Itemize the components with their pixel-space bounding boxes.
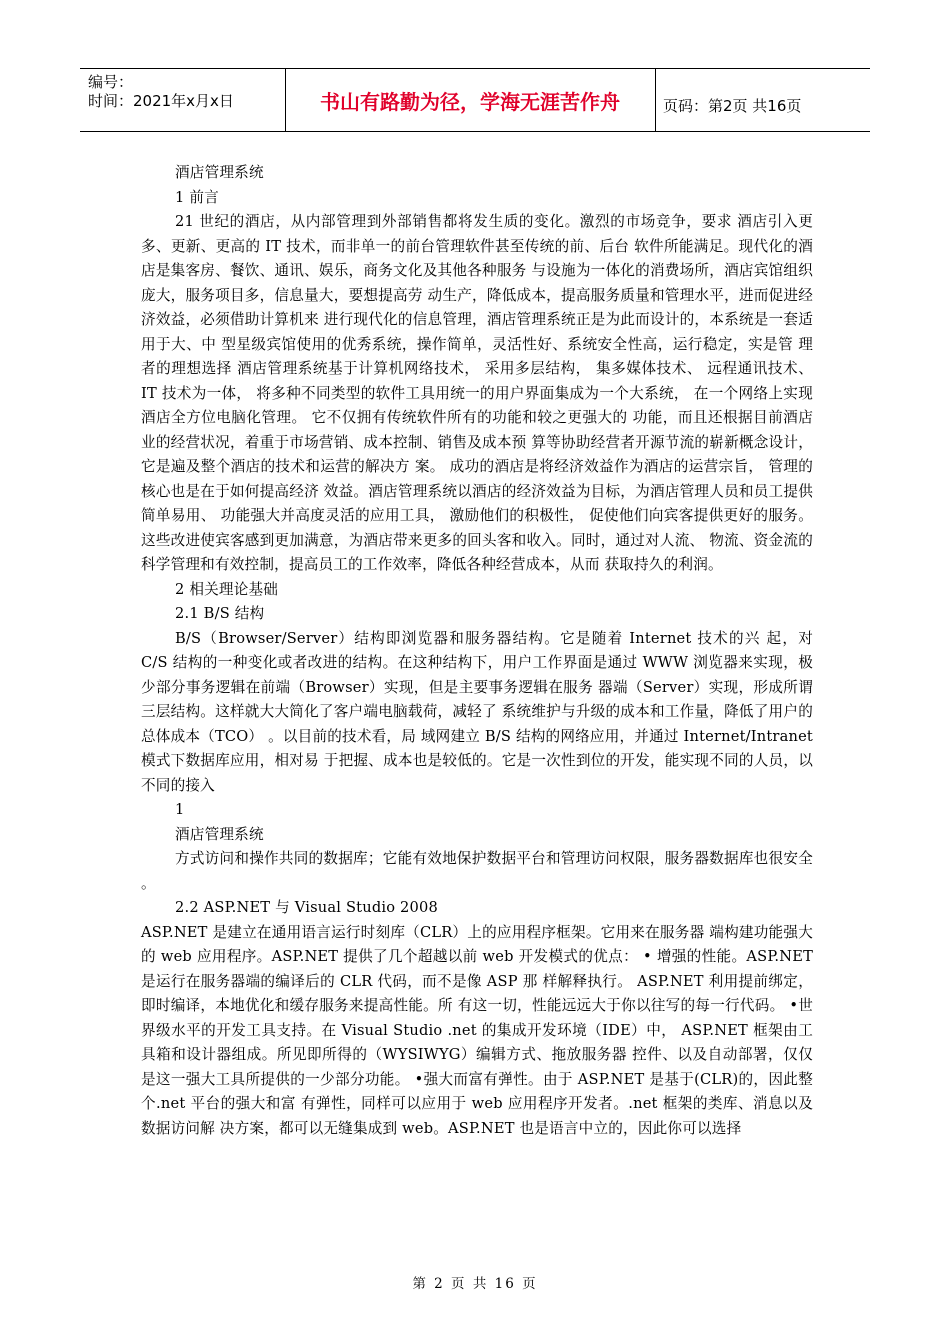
header-motto: 书山有路勤为径，学海无涯苦作舟: [320, 89, 620, 114]
page-header: [80, 68, 870, 132]
paragraph: 酒店管理系统: [175, 164, 264, 181]
paragraph: 1 前言: [175, 188, 219, 206]
paragraph: 方式访问和操作共同的数据库；它能有效地保护数据平台和管理访问权限，服务器数据库也很安全 。: [141, 850, 813, 892]
paragraph: 酒店管理系统: [175, 825, 264, 843]
time-label: 时间：2021年x月x日: [88, 92, 234, 110]
paragraph: 2.1 B/S 结构: [175, 605, 265, 622]
paragraph: 21 世纪的酒店，从内部管理到外部销售都将发生质的变化。激烈的市场竞争，要求 酒店引入更多、更新、更高的 IT 技术，而非单一的前台管理软件甚至传统的前、后台 软件所能满足。现代化的酒店是集客房、餐饮、通讯、娱乐，商务文化及其他各种服务 与设施为一体化的消费场所，酒店宾馆组织庞大，服务项目多，信息量大，要想提高劳 动生产，降低成本，提高服务质量和管理水平，进而促进经济效益，必须借助计算机来 进行现代化的信息管理，酒店管理系统正是为此而设计的，本系统是一套适用于大、中 型星级宾馆使用的优秀系统，操作简单，灵活性好、系统安全性高，运行稳定，实是管 理者的理想选择 酒店管理系统基于计算机网络技术， 采用多层结构， 集多媒体技术、 远程通讯技术、 IT 技术为一体， 将多种不同类型的软件工具用统一的用户界面集成为一个大系统， 在一个网络上实现酒店全方位电脑化管理。 它不仅拥有传统软件所有的功能和较之更强大的 功能，而且还根据目前酒店业的经营状况，着重于市场营销、成本控制、销售及成本预 算等协助经营者开源节流的崭新概念设计，它是遍及整个酒店的技术和运营的解决方 案。 成功的酒店是将经济效益作为酒店的运营宗旨， 管理的核心也是在于如何提高经济 效益。酒店管理系统以酒店的经济效益为目标，为酒店管理人员和员工提供简单易用、 功能强大并高度灵活的应用工具， 激励他们的积极性， 促使他们向宾客提供更好的服务。 这些改进使宾客感到更加满意，为酒店带来更多的回头客和收入。同时，通过对人流、 物流、资金流的科学管理和有效控制，提高员工的工作效率，降低各种经营成本，从而 获取持久的利润。: [141, 213, 813, 573]
paragraph: B/S（Browser/Server）结构即浏览器和服务器结构。它是随着 Internet 技术的兴 起，对 C/S 结构的一种变化或者改进的结构。在这种结构下，用户工作界面是通过 WWW 浏览器来实现，极少部分事务逻辑在前端（Browser）实现，但是主要事务逻辑在服务 器端（Server）实现，形成所谓三层结构。这样就大大简化了客户端电脑载荷，减轻了 系统维护与升级的成本和工作量，降低了用户的总体成本（TCO） 。以目前的技术看，局 域网建立 B/S 结构的网络应用，并通过 Internet/Intranet 模式下数据库应用，相对易 于把握、成本也是较低的。它是一次性到位的开发，能实现不同的人员，以不同的接入: [141, 629, 813, 794]
header-page-code: 页码：第2页 共16页: [663, 97, 802, 115]
header-divider: [655, 69, 656, 131]
page-footer: 第 2 页 共 16 页: [412, 1276, 538, 1292]
document-body: [141, 161, 813, 1141]
paragraph: 1: [175, 801, 185, 818]
paragraph: 2.2 ASP.NET 与 Visual Studio 2008: [175, 899, 438, 916]
paragraph: 2 相关理论基础: [175, 580, 279, 598]
header-info: [88, 73, 288, 111]
paragraph: ASP.NET 是建立在通用语言运行时刻库（CLR）上的应用程序框架。它用来在服务器 端构建功能强大的 web 应用程序。ASP.NET 提供了几个超越以前 web 开发模式的优点： • 增强的性能。ASP.NET 是运行在服务器端的编译后的 CLR 代码，而不是像 ASP 那 样解释执行。 ASP.NET 利用提前绑定，即时编译，本地优化和缓存服务来提高性能。所 有这一切，性能远远大于你以往写的每一行代码。 •世界级水平的开发工具支持。在 Visual Studio .net 的集成开发环境（IDE）中， ASP.NET 框架由工具箱和设计器组成。所见即所得的（WYSIWYG）编辑方式、拖放服务器 控件、以及自动部署，仅仅是这一强大工具所提供的一少部分功能。 •强大而富有弹性。由于 ASP.NET 是基于(CLR)的，因此整个.net 平台的强大和富 有弹性，同样可以应用于 web 应用程序开发者。.net 框架的类库、消息以及数据访问解 决方案，都可以无缝集成到 web。ASP.NET 也是语言中立的，因此你可以选择: [141, 923, 813, 1137]
serial-label: 编号：: [88, 73, 134, 91]
